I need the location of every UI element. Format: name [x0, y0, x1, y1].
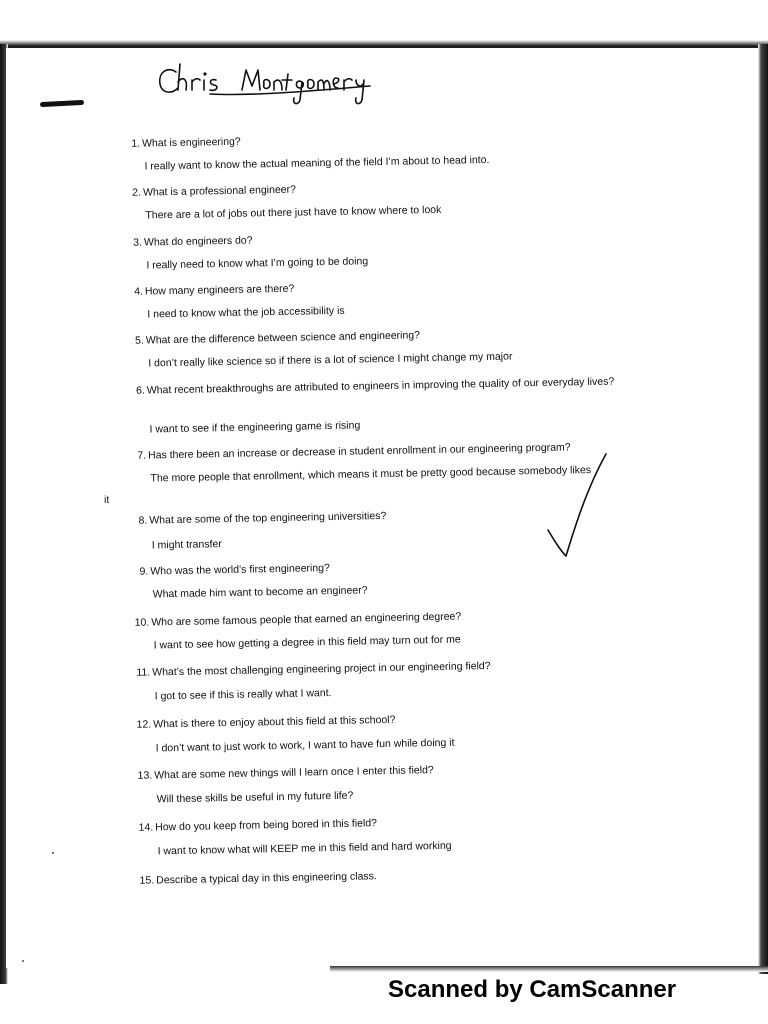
list-item: [129, 707, 699, 755]
answer-text: I got to see if this is really what I want.: [154, 687, 332, 703]
list-item: [127, 605, 697, 652]
question-text: Who are some famous people that earned an engineering degree?: [151, 610, 462, 629]
answer-text: What made him want to become an engineer?: [152, 584, 368, 601]
question-text: What are some new things will I learn once I enter this field?: [154, 764, 434, 782]
scanner-watermark: Scanned by CamScanner: [388, 976, 677, 1003]
answer-text: I want to know what will KEEP me in this field and hard working: [157, 839, 452, 858]
item-number: 15.: [139, 874, 155, 887]
list-item: [122, 323, 692, 370]
list-item: [132, 863, 702, 887]
item-number: 10.: [134, 616, 150, 629]
item-number: 1.: [131, 137, 141, 150]
item-number: 14.: [138, 821, 154, 834]
answer-text: Will these skills be useful in my future life?: [156, 789, 354, 806]
item-number: 2.: [132, 186, 142, 199]
answer-text: I need to know what the job accessibility is: [147, 304, 345, 321]
question-text: Describe a typical day in this engineering class.: [156, 870, 377, 887]
list-item: [131, 810, 701, 858]
answer-text: I don’t really like science so if there is a lot of science I might change my major: [148, 350, 513, 370]
item-number: 9.: [139, 565, 149, 578]
list-item: [128, 655, 698, 703]
list-item: [118, 126, 688, 173]
item-number: 3.: [133, 236, 143, 249]
answer-text: I don’t want to just work to work, I want to have fun while doing it: [155, 736, 455, 755]
speck: [52, 852, 54, 854]
answer-text: There are a lot of jobs out there just have to know where to look: [145, 203, 442, 222]
question-text: Has there been an increase or decrease in student enrollment in our engineering program?: [147, 441, 571, 462]
item-number: 6.: [135, 384, 145, 397]
question-text: What is engineering?: [141, 135, 241, 150]
question-text: What is a professional engineer?: [142, 183, 297, 199]
checkmark-drawing: [540, 450, 620, 565]
question-text: How do you keep from being bored in this field?: [155, 817, 378, 834]
bottom-paper-edge-shadow: [330, 966, 768, 972]
item-number: 7.: [137, 449, 147, 462]
list-item: [119, 175, 689, 222]
question-text: What do engineers do?: [143, 234, 253, 249]
answer-text: The more people that enrollment, which means it must be pretty good because somebody likes: [150, 464, 592, 485]
answer-text: I really need to know what I’m going to be doing: [146, 255, 369, 272]
answer-text: I might transfer: [151, 538, 222, 552]
item-number: 11.: [136, 666, 151, 679]
question-text: What is there to enjoy about this field at this school?: [153, 713, 396, 731]
question-text: How many engineers are there?: [144, 282, 295, 298]
list-item: [130, 758, 700, 806]
question-text: Who was the world’s first engineering?: [150, 562, 330, 578]
list-item: [124, 438, 694, 485]
list-item: [120, 225, 690, 272]
list-item: [121, 274, 691, 321]
answer-text: I really want to know the actual meaning of the field I’m about to head into.: [144, 153, 490, 173]
checkmark-icon: [540, 450, 620, 565]
question-text: What are the difference between science and engineering?: [145, 329, 421, 347]
item-number: 8.: [138, 514, 148, 527]
wrapped-answer-word: it: [104, 494, 110, 506]
item-number: 12.: [136, 718, 152, 731]
answer-text: I want to see if the engineering game is rising: [149, 419, 361, 436]
question-text: What recent breakthroughs are attributed to engineers in improving the quality of our everyday lives?: [146, 375, 615, 397]
item-number: 4.: [134, 285, 144, 298]
list-item: [123, 373, 693, 436]
answer-text: I want to see how getting a degree in this field may turn out for me: [153, 633, 461, 652]
speck: [22, 960, 24, 962]
question-text: What are some of the top engineering universities?: [149, 509, 387, 527]
item-number: 13.: [137, 769, 153, 782]
question-text: What’s the most challenging engineering project in our engineering field?: [152, 659, 491, 679]
item-number: 5.: [134, 334, 144, 347]
